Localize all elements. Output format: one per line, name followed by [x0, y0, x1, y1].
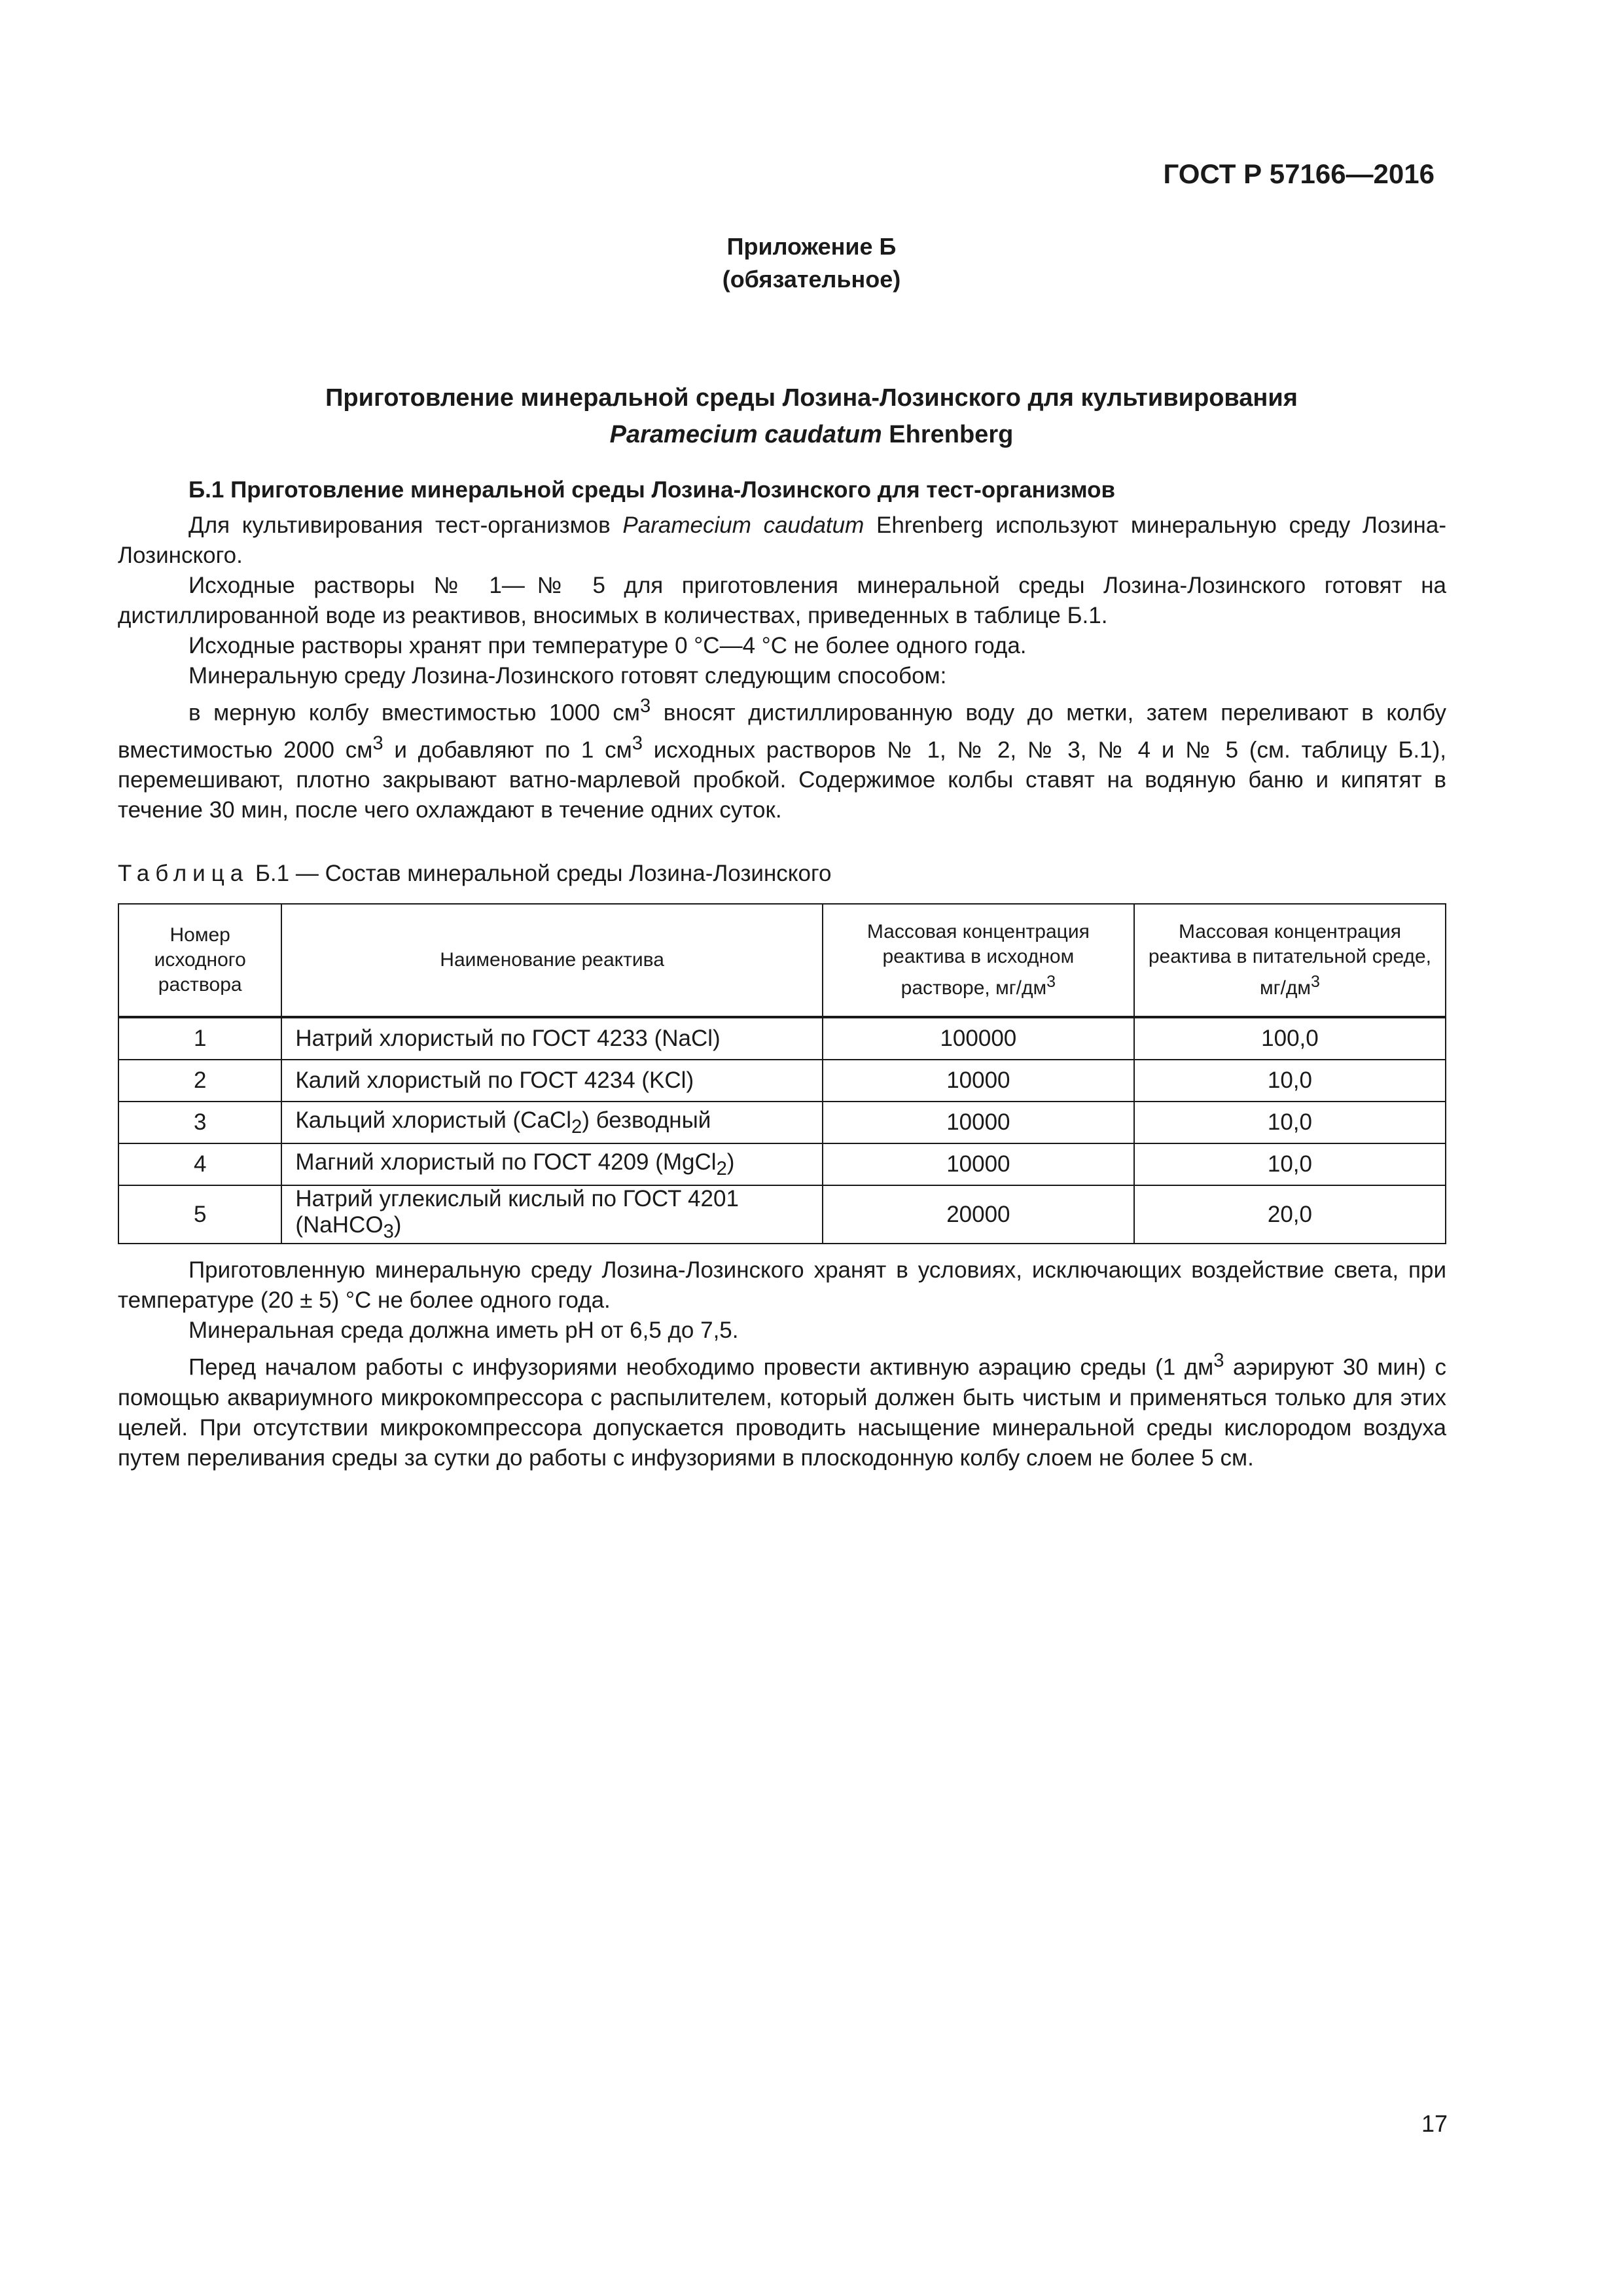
- after-table-paragraph-3: Перед началом работы с инфузориями необходимо провести активную аэрацию среды (1 $дм^3$ аэрируют 30 мин) с помощью аквариумного микрокомпрессора с распылителем, который должен быть чистым и применяться только для этих целей. При отсутствии микрокомпрессора допускается проводить насыщение минеральной среды кислородом воздуха путем переливания среды за сутки до работы с инфузориями в плоскодонную колбу слоем не более 5 см.: [118, 1350, 1446, 1471]
- table-caption-label: Таблица: [118, 861, 249, 886]
- header-stock-concentration: Массовая концентрация реактива в исходном растворе, $мг/дм^3$: [823, 904, 1134, 1017]
- cell-medium: 10,0: [1134, 1143, 1446, 1185]
- species-author: Ehrenberg: [889, 421, 1014, 448]
- annex-title: Приложение Б: [726, 233, 897, 260]
- header-solution-number: Номер исходного раствора: [118, 904, 281, 1017]
- cell-number: 4: [118, 1143, 281, 1185]
- cell-reagent: Натрий хлористый по ГОСТ 4233 (NaCl): [281, 1017, 822, 1060]
- cell-stock: 10000: [823, 1143, 1134, 1185]
- table-row: [118, 1102, 1446, 1143]
- cell-number: 2: [118, 1060, 281, 1102]
- table-header-row: [118, 904, 1446, 1017]
- table-row: [118, 1017, 1446, 1060]
- cell-number: 5: [118, 1185, 281, 1244]
- cell-number: 1: [118, 1017, 281, 1060]
- after-table-paragraph-2: Минеральная среда должна иметь рН от 6,5 до 7,5.: [188, 1318, 739, 1343]
- header-medium-concentration: Массовая концентрация реактива в питательной среде, $мг/дм^3$: [1134, 904, 1446, 1017]
- page-number: 17: [1421, 2110, 1448, 2137]
- section-b1-heading: Б.1 Приготовление минеральной среды Лозина-Лозинского для тест-организмов: [188, 477, 1116, 503]
- annex-status: (обязательное): [722, 266, 901, 293]
- main-title-line1: Приготовление минеральной среды Лозина-Лозинского для культивирования: [325, 384, 1298, 412]
- reagents-table: [118, 903, 1446, 1244]
- cell-reagent: Калий хлористый по ГОСТ 4234 (KCl): [281, 1060, 822, 1102]
- cell-stock: 20000: [823, 1185, 1134, 1244]
- table-row: [118, 1060, 1446, 1102]
- table-row: [118, 1143, 1446, 1185]
- paragraph-2: Исходные растворы № 1—№ 5 для приготовления минеральной среды Лозина-Лозинского готовят на дистиллированной воде из реактивов, вносимых в количествах, приведенных в таблице Б.1.: [118, 573, 1446, 628]
- paragraph-1: Для культивирования тест-организмов Paramecium caudatum Ehrenberg используют минеральную среду Лозина-Лозинского.: [118, 512, 1446, 568]
- cell-number: 3: [118, 1102, 281, 1143]
- main-title: [0, 380, 1623, 453]
- cell-reagent: Натрий углекислый кислый по ГОСТ 4201 (NaHCO$_3$): [281, 1185, 822, 1244]
- paragraph-4: Минеральную среду Лозина-Лозинского готовят следующим способом:: [188, 663, 947, 689]
- header-reagent-name: Наименование реактива: [281, 904, 822, 1017]
- paragraph-5: в мерную колбу вместимостью 1000 $см^3$ вносят дистиллированную воду до метки, затем переливают в колбу вместимостью 2000 $см^3$ и добавляют по 1 $см^3$ исходных растворов № 1, № 2, № 3, № 4 и № 5 (см. таблицу Б.1), перемешивают, плотно закрывают ватно-марлевой пробкой. Содержимое колбы ставят на водяную баню и кипятят в течение 30 мин, после чего охлаждают в течение одних суток.: [118, 696, 1446, 823]
- cell-stock: 10000: [823, 1060, 1134, 1102]
- after-table-paragraph-1: Приготовленную минеральную среду Лозина-Лозинского хранят в условиях, исключающих воздействие света, при температуре (20 ± 5) °С не более одного года.: [118, 1257, 1446, 1313]
- paragraph-3: Исходные растворы хранят при температуре 0 °С—4 °С не более одного года.: [188, 633, 1027, 658]
- annex-heading: [0, 230, 1623, 296]
- cell-medium: 10,0: [1134, 1102, 1446, 1143]
- cell-medium: 10,0: [1134, 1060, 1446, 1102]
- section-b1: [118, 475, 1446, 825]
- cell-reagent: Кальций хлористый (CaCl$_2$) безводный: [281, 1102, 822, 1143]
- cell-stock: 100000: [823, 1017, 1134, 1060]
- cell-medium: 20,0: [1134, 1185, 1446, 1244]
- after-table-text: [118, 1255, 1446, 1473]
- cell-stock: 10000: [823, 1102, 1134, 1143]
- main-title-line2: [0, 416, 1623, 453]
- standard-code: ГОСТ Р 57166—2016: [1163, 158, 1435, 189]
- species-name: Paramecium caudatum: [609, 421, 882, 448]
- cell-reagent: Магний хлористый по ГОСТ 4209 (MgCl$_2$): [281, 1143, 822, 1185]
- table-caption-text: Б.1 — Состав минеральной среды Лозина-Лозинского: [249, 861, 832, 886]
- table-caption: [118, 859, 831, 889]
- cell-medium: 100,0: [1134, 1017, 1446, 1060]
- table-row: [118, 1185, 1446, 1244]
